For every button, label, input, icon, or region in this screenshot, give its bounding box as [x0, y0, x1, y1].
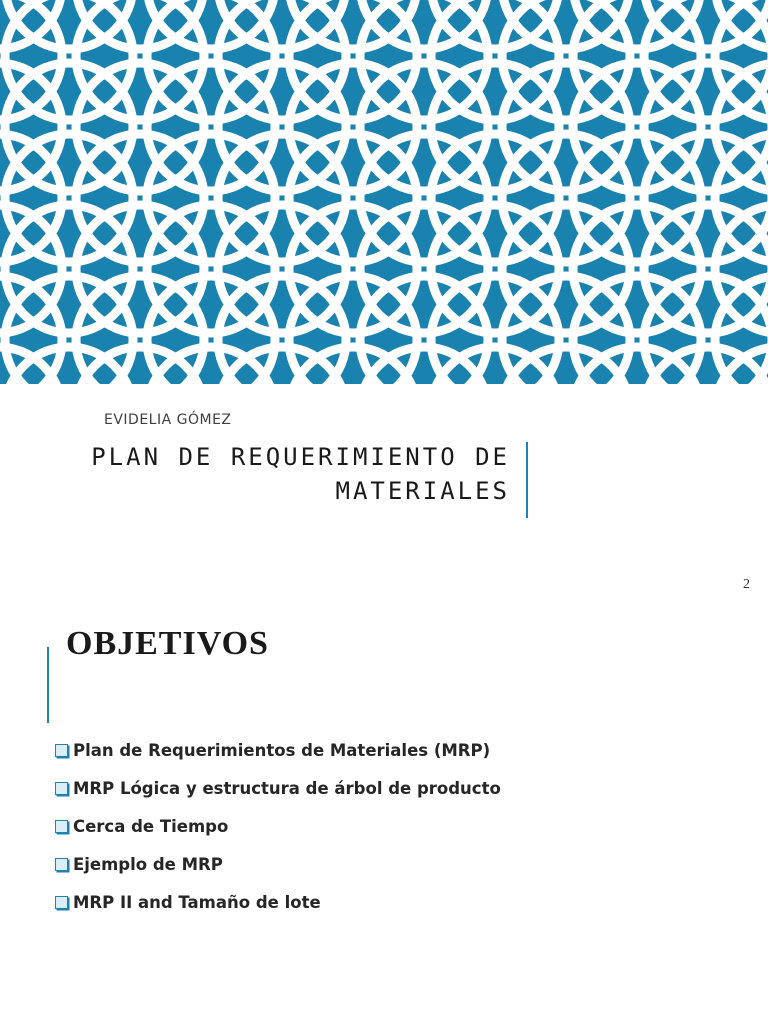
objectives-list	[55, 731, 501, 921]
square-bullet-icon	[55, 858, 68, 871]
heading-accent-bar	[47, 647, 49, 723]
objectives-heading: OBJETIVOS	[66, 625, 269, 662]
interlocking-circles-pattern	[0, 0, 768, 384]
square-bullet-icon	[55, 744, 68, 757]
page-number: 2	[743, 577, 750, 592]
author-name: EVIDELIA GÓMEZ	[104, 412, 232, 428]
list-item-label: MRP Lógica y estructura de árbol de producto	[73, 778, 501, 798]
slide-title-line-2: MATERIALES	[335, 477, 510, 505]
square-bullet-icon	[55, 820, 68, 833]
square-bullet-icon	[55, 896, 68, 909]
list-item	[55, 845, 501, 883]
list-item-label: Cerca de Tiempo	[73, 816, 229, 836]
list-item	[55, 883, 501, 921]
list-item-label: Ejemplo de MRP	[73, 854, 223, 874]
list-item-label: MRP II and Tamaño de lote	[73, 892, 321, 912]
slide-title-line-1: PLAN DE REQUERIMIENTO DE	[91, 443, 510, 471]
pattern-rings	[0, 0, 768, 384]
list-item	[55, 769, 501, 807]
list-item	[55, 807, 501, 845]
slide-title	[90, 440, 510, 508]
objectives-slide	[0, 565, 768, 1024]
title-accent-bar	[526, 442, 528, 518]
square-bullet-icon	[55, 782, 68, 795]
list-item-label: Plan de Requerimientos de Materiales (MRP)	[73, 740, 491, 760]
list-item	[55, 731, 501, 769]
